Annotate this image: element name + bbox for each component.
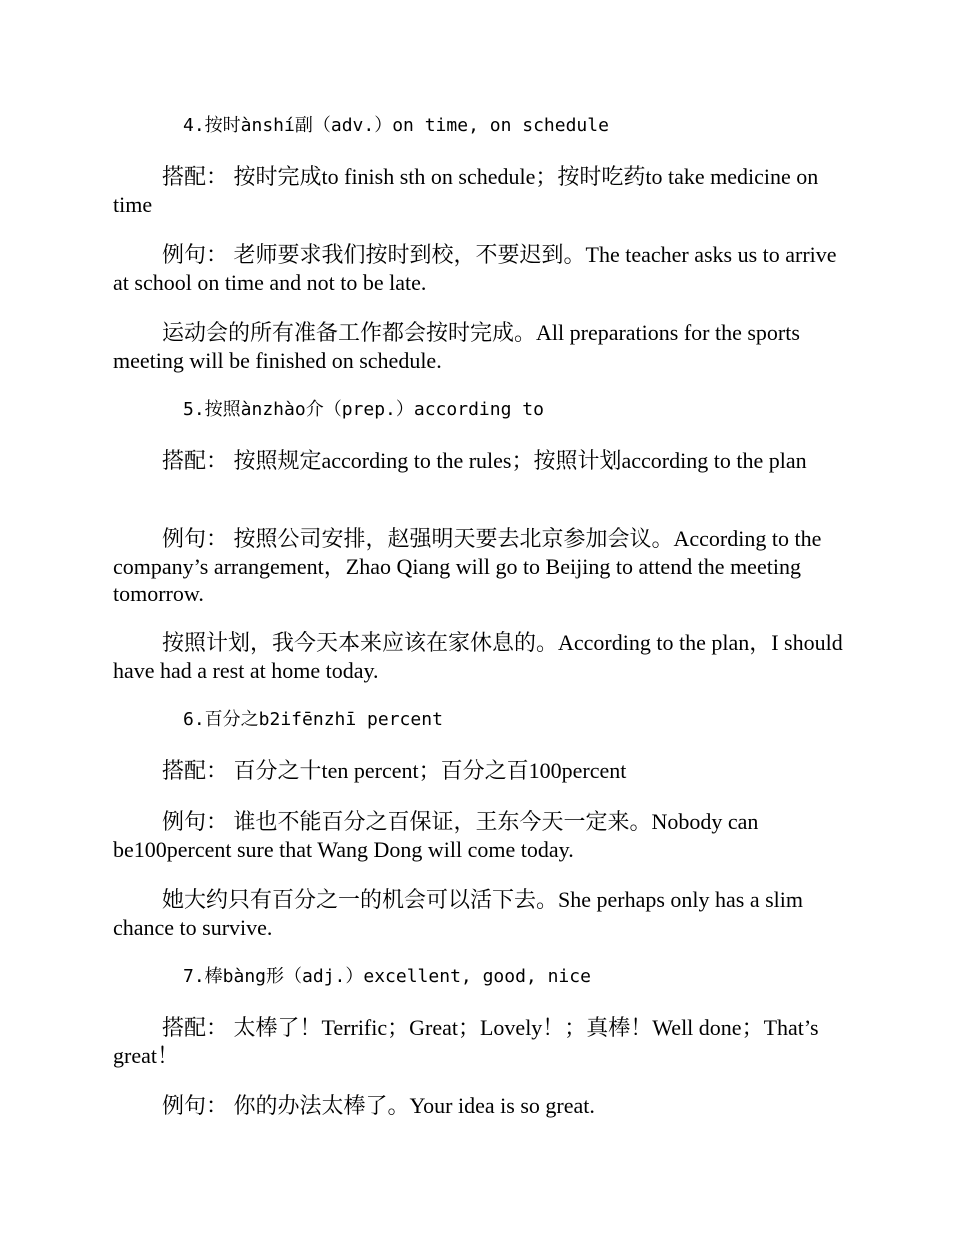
example-paragraph: 例句： 老师要求我们按时到校，不要迟到。The teacher asks us to arrive at school on time and not to be late.: [113, 242, 837, 295]
collocation-paragraph: 搭配： 百分之十ten percent；百分之百100percent: [162, 758, 627, 783]
example-paragraph: 例句： 谁也不能百分之百保证，王东今天一定来。Nobody can be100percent sure that Wang Dong will come today.: [113, 809, 759, 862]
collocation-paragraph: 搭配： 按时完成to finish sth on schedule；按时吃药to take medicine on time: [113, 164, 819, 217]
collocation-paragraph: 搭配： 按照规定according to the rules；按照计划according to the plan: [162, 448, 807, 473]
entry-heading: 7.棒bàng形（adj.）excellent, good, nice: [183, 966, 591, 987]
example-paragraph: 按照计划，我今天本来应该在家休息的。According to the plan，I should have had a rest at home today.: [113, 630, 843, 683]
example-paragraph: 她大约只有百分之一的机会可以活下去。She perhaps only has a slim chance to survive.: [113, 887, 804, 940]
entry-heading: 6.百分之b2ifēnzhī percent: [183, 709, 443, 730]
example-paragraph: 例句： 按照公司安排，赵强明天要去北京参加会议。According to the company’s arrangement，Zhao Qiang will go to Beijing to attend the meeting tomorrow.: [113, 526, 822, 606]
entry-heading: 5.按照ànzhào介（prep.）according to: [183, 399, 544, 420]
example-paragraph: 例句： 你的办法太棒了。Your idea is so great.: [162, 1093, 595, 1118]
example-paragraph: 运动会的所有准备工作都会按时完成。All preparations for the sports meeting will be finished on schedule.: [113, 320, 800, 373]
collocation-paragraph: 搭配： 太棒了！Terrific；Great；Lovely！；真棒！Well done；That’s great！: [113, 1015, 819, 1068]
entry-heading: 4.按时ànshí副（adv.）on time, on schedule: [183, 115, 609, 136]
